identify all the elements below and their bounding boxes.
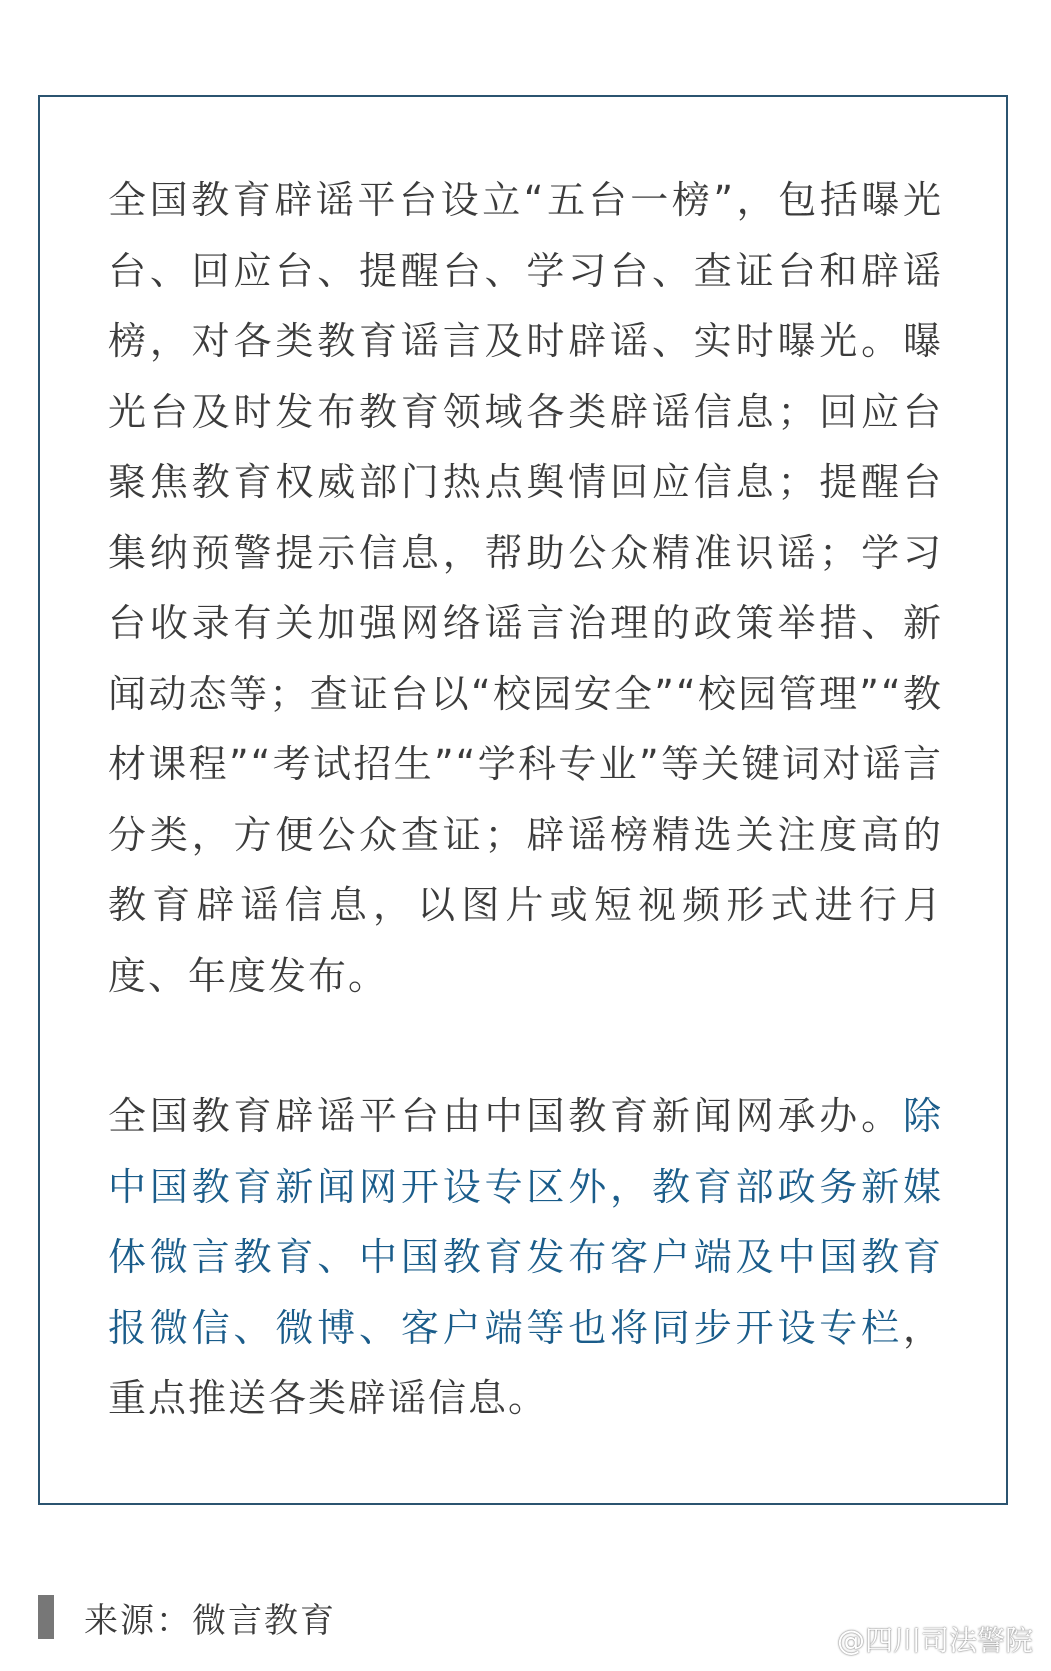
source-label: 来源：微言教育 <box>84 1600 336 1641</box>
paragraph-2-tail: ，重点推送各类辟谣信息。 <box>108 1305 943 1420</box>
paragraph-2 <box>108 1081 943 1434</box>
paragraph-2-highlight: 除中国教育新闻网开设专区外，教育部政务新媒体微言教育、中国教育发布客户端及中国教育报微信、微博、客户端等也将同步开设专栏 <box>108 1094 943 1350</box>
source-line <box>38 1595 336 1639</box>
article-body <box>108 165 943 1434</box>
watermark-text: @四川司法警院 <box>836 1624 1033 1657</box>
source-marker-bar <box>38 1595 54 1639</box>
paragraph-2-intro: 全国教育辟谣平台由中国教育新闻网承办。 <box>108 1094 903 1138</box>
weibo-icon <box>795 1624 831 1654</box>
weibo-watermark <box>795 1619 1033 1659</box>
paragraph-1: 全国教育辟谣平台设立“五台一榜”，包括曝光台、回应台、提醒台、学习台、查证台和辟谣榜，对各类教育谣言及时辟谣、实时曝光。曝光台及时发布教育领域各类辟谣信息；回应台聚焦教育权威部门热点舆情回应信息；提醒台集纳预警提示信息，帮助公众精准识谣；学习台收录有关加强网络谣言治理的政策举措、新闻动态等；查证台以“校园安全”“校园管理”“教材课程”“考试招生”“学科专业”等关键词对谣言分类，方便公众查证；辟谣榜精选关注度高的教育辟谣信息，以图片或短视频形式进行月度、年度发布。 <box>108 178 943 998</box>
